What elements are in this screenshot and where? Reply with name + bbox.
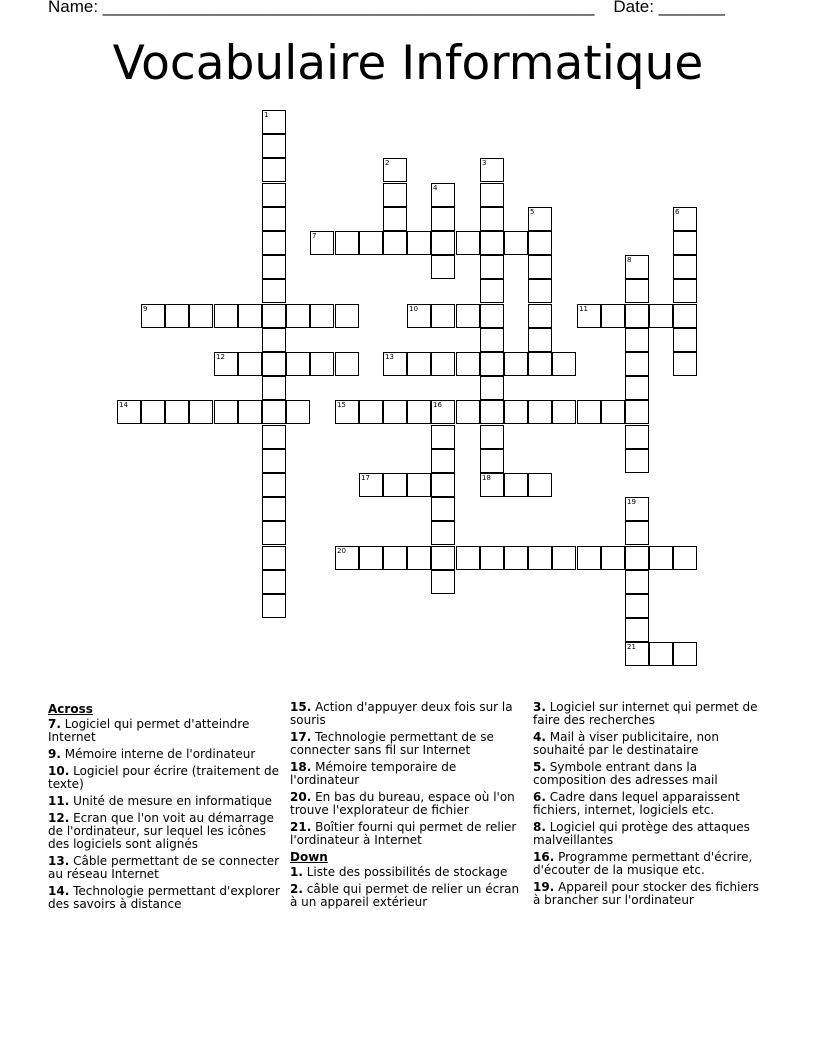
grid-cell[interactable] <box>214 352 238 376</box>
grid-cell[interactable] <box>407 473 431 497</box>
grid-cell[interactable] <box>431 546 455 570</box>
clue-across-7 <box>48 718 280 744</box>
grid-cell[interactable] <box>335 400 359 424</box>
grid-cell[interactable] <box>286 400 310 424</box>
clue-across-18 <box>290 761 522 787</box>
clue-text: Mail à viser publicitaire, non souhaité par le destinataire <box>533 730 719 757</box>
grid-cell[interactable] <box>625 279 649 303</box>
clue-number: 17. <box>290 730 312 744</box>
clue-number: 14. <box>48 884 70 898</box>
clue-text: Technologie permettant d'explorer des savoirs à distance <box>48 884 280 911</box>
clue-across-11 <box>48 795 280 808</box>
clue-number-label: 9 <box>143 305 148 313</box>
grid-cell[interactable] <box>456 400 480 424</box>
grid-cell[interactable] <box>262 255 286 279</box>
clue-number: 3. <box>533 700 546 714</box>
clue-down-1 <box>290 866 522 879</box>
grid-cell[interactable] <box>262 231 286 255</box>
grid-cell[interactable] <box>431 304 455 328</box>
clue-down-19 <box>533 881 765 907</box>
clue-text: Ecran que l'on voit au démarrage de l'ordinateur, sur lequel les icônes des logiciels sont alignés <box>48 811 274 851</box>
clue-text: câble qui permet de relier un écran à un appareil extérieur <box>290 882 520 909</box>
grid-cell[interactable] <box>552 352 576 376</box>
grid-cell[interactable] <box>528 207 552 231</box>
grid-cell[interactable] <box>238 304 262 328</box>
grid-cell[interactable] <box>625 546 649 570</box>
clue-number-label: 14 <box>119 401 128 409</box>
grid-cell[interactable] <box>262 521 286 545</box>
clue-text: Cadre dans lequel apparaissent fichiers, internet, logiciels etc. <box>533 790 740 817</box>
clue-across-17 <box>290 731 522 757</box>
grid-cell[interactable] <box>504 231 528 255</box>
grid-cell[interactable] <box>262 352 286 376</box>
grid-cell[interactable] <box>407 304 431 328</box>
clue-down-3 <box>533 701 765 727</box>
clue-number: 15. <box>290 700 312 714</box>
grid-cell[interactable] <box>335 231 359 255</box>
clue-number-label: 15 <box>337 401 346 409</box>
clue-down-5 <box>533 761 765 787</box>
grid-cell[interactable] <box>262 400 286 424</box>
grid-cell[interactable] <box>456 352 480 376</box>
grid-cell[interactable] <box>480 158 504 182</box>
grid-cell[interactable] <box>310 231 334 255</box>
clue-down-4 <box>533 731 765 757</box>
grid-cell[interactable] <box>480 449 504 473</box>
grid-cell[interactable] <box>286 304 310 328</box>
grid-cell[interactable] <box>480 304 504 328</box>
clue-text: Logiciel qui protège des attaques malveillantes <box>533 820 750 847</box>
grid-cell[interactable] <box>625 425 649 449</box>
grid-cell[interactable] <box>431 425 455 449</box>
clue-text: Logiciel qui permet d'atteindre Internet <box>48 717 250 744</box>
grid-cell[interactable] <box>359 231 383 255</box>
grid-cell[interactable] <box>262 183 286 207</box>
grid-cell[interactable] <box>431 497 455 521</box>
grid-cell[interactable] <box>552 400 576 424</box>
grid-cell[interactable] <box>431 570 455 594</box>
grid-cell[interactable] <box>383 546 407 570</box>
grid-cell[interactable] <box>625 449 649 473</box>
clue-text: En bas du bureau, espace où l'on trouve l'explorateur de fichier <box>290 790 515 817</box>
grid-cell[interactable] <box>262 449 286 473</box>
clues-column-3 <box>533 701 765 911</box>
clue-text: Câble permettant de se connecter au réseau Internet <box>48 854 280 881</box>
grid-cell[interactable] <box>673 328 697 352</box>
grid-cell[interactable] <box>625 497 649 521</box>
clue-number-label: 4 <box>433 184 438 192</box>
clue-number: 9. <box>48 747 61 761</box>
grid-cell[interactable] <box>431 183 455 207</box>
grid-cell[interactable] <box>286 352 310 376</box>
grid-cell[interactable] <box>238 400 262 424</box>
grid-cell[interactable] <box>625 400 649 424</box>
grid-cell[interactable] <box>673 255 697 279</box>
grid-cell[interactable] <box>310 304 334 328</box>
grid-cell[interactable] <box>214 400 238 424</box>
grid-cell[interactable] <box>141 400 165 424</box>
grid-cell[interactable] <box>480 255 504 279</box>
grid-cell[interactable] <box>431 231 455 255</box>
clue-across-13 <box>48 855 280 881</box>
grid-cell[interactable] <box>262 425 286 449</box>
clue-number-label: 19 <box>627 498 636 506</box>
grid-cell[interactable] <box>577 546 601 570</box>
grid-cell[interactable] <box>625 376 649 400</box>
clue-across-14 <box>48 885 280 911</box>
clue-down-2 <box>290 883 522 909</box>
clue-text: Action d'appuyer deux fois sur la souris <box>290 700 513 727</box>
clue-number: 4. <box>533 730 546 744</box>
clue-number-label: 16 <box>433 401 442 409</box>
grid-cell[interactable] <box>480 279 504 303</box>
grid-cell[interactable] <box>262 304 286 328</box>
grid-cell[interactable] <box>673 642 697 666</box>
clue-number: 5. <box>533 760 546 774</box>
grid-cell[interactable] <box>383 158 407 182</box>
clue-number: 19. <box>533 880 555 894</box>
grid-cell[interactable] <box>383 473 407 497</box>
grid-cell[interactable] <box>480 328 504 352</box>
grid-cell[interactable] <box>504 473 528 497</box>
grid-cell[interactable] <box>480 400 504 424</box>
grid-cell[interactable] <box>262 158 286 182</box>
clue-number: 16. <box>533 850 555 864</box>
clue-number-label: 21 <box>627 643 636 651</box>
grid-cell[interactable] <box>649 642 673 666</box>
grid-cell[interactable] <box>262 279 286 303</box>
clue-text: Symbole entrant dans la composition des adresses mail <box>533 760 718 787</box>
clue-across-21 <box>290 821 522 847</box>
grid-cell[interactable] <box>189 400 213 424</box>
grid-cell[interactable] <box>480 207 504 231</box>
grid-cell[interactable] <box>625 570 649 594</box>
grid-cell[interactable] <box>407 352 431 376</box>
grid-cell[interactable] <box>262 570 286 594</box>
grid-cell[interactable] <box>480 546 504 570</box>
date-blank[interactable]: _______ <box>658 0 725 16</box>
clue-number: 10. <box>48 764 70 778</box>
clue-number: 20. <box>290 790 312 804</box>
clue-down-16 <box>533 851 765 877</box>
grid-cell[interactable] <box>480 352 504 376</box>
grid-cell[interactable] <box>625 618 649 642</box>
grid-cell[interactable] <box>262 207 286 231</box>
clue-number: 18. <box>290 760 312 774</box>
grid-cell[interactable] <box>528 352 552 376</box>
clue-number-label: 11 <box>579 305 588 313</box>
clue-number: 8. <box>533 820 546 834</box>
grid-cell[interactable] <box>407 546 431 570</box>
grid-cell[interactable] <box>673 546 697 570</box>
clue-number: 12. <box>48 811 70 825</box>
grid-cell[interactable] <box>528 328 552 352</box>
clue-text: Technologie permettant de se connecter sans fil sur Internet <box>290 730 494 757</box>
grid-cell[interactable] <box>189 304 213 328</box>
grid-cell[interactable] <box>383 207 407 231</box>
clue-across-20 <box>290 791 522 817</box>
grid-cell[interactable] <box>431 521 455 545</box>
clue-text: Unité de mesure en informatique <box>73 794 273 808</box>
grid-cell[interactable] <box>238 352 262 376</box>
grid-cell[interactable] <box>528 231 552 255</box>
clue-number-label: 8 <box>627 256 632 264</box>
grid-cell[interactable] <box>480 473 504 497</box>
clue-across-15 <box>290 701 522 727</box>
grid-cell[interactable] <box>359 546 383 570</box>
clue-number-label: 1 <box>264 111 269 119</box>
clue-text: Logiciel pour écrire (traitement de texte) <box>48 764 280 791</box>
grid-cell[interactable] <box>528 546 552 570</box>
clue-number: 11. <box>48 794 70 808</box>
grid-cell[interactable] <box>262 497 286 521</box>
page-title: Vocabulaire Informatique <box>112 36 704 91</box>
grid-cell[interactable] <box>528 304 552 328</box>
grid-cell[interactable] <box>456 231 480 255</box>
grid-cell[interactable] <box>673 279 697 303</box>
clue-across-9 <box>48 748 280 761</box>
clue-text: Appareil pour stocker des fichiers à brancher sur l'ordinateur <box>533 880 760 907</box>
clue-number-label: 3 <box>482 159 487 167</box>
clue-number-label: 20 <box>337 547 346 555</box>
grid-cell[interactable] <box>383 183 407 207</box>
grid-cell[interactable] <box>431 449 455 473</box>
grid-cell[interactable] <box>649 546 673 570</box>
name-blank[interactable]: ____________________________________________________ <box>102 0 595 16</box>
clue-down-6 <box>533 791 765 817</box>
grid-cell[interactable] <box>214 304 238 328</box>
grid-cell[interactable] <box>431 255 455 279</box>
clue-number: 6. <box>533 790 546 804</box>
clue-text: Programme permettant d'écrire, d'écouter de la musique etc. <box>533 850 753 877</box>
grid-cell[interactable] <box>262 594 286 618</box>
grid-cell[interactable] <box>504 400 528 424</box>
grid-cell[interactable] <box>577 400 601 424</box>
clues-column-2 <box>290 701 522 913</box>
grid-cell[interactable] <box>673 352 697 376</box>
grid-cell[interactable] <box>262 110 286 134</box>
grid-cell[interactable] <box>625 521 649 545</box>
clue-number-label: 2 <box>385 159 390 167</box>
clue-down-8 <box>533 821 765 847</box>
grid-cell[interactable] <box>165 400 189 424</box>
grid-cell[interactable] <box>625 352 649 376</box>
clue-number: 2. <box>290 882 303 896</box>
clue-text: Boîtier fourni qui permet de relier l'ordinateur à Internet <box>290 820 517 847</box>
grid-cell[interactable] <box>504 352 528 376</box>
clue-number-label: 13 <box>385 353 394 361</box>
clue-number-label: 6 <box>675 208 680 216</box>
clue-text: Mémoire temporaire de l'ordinateur <box>290 760 457 787</box>
grid-cell[interactable] <box>431 400 455 424</box>
grid-cell[interactable] <box>407 231 431 255</box>
grid-cell[interactable] <box>262 376 286 400</box>
grid-cell[interactable] <box>601 400 625 424</box>
clue-number: 7. <box>48 717 61 731</box>
grid-cell[interactable] <box>625 255 649 279</box>
down-heading: Down <box>290 850 328 864</box>
grid-cell[interactable] <box>528 400 552 424</box>
grid-cell[interactable] <box>359 400 383 424</box>
grid-cell[interactable] <box>262 134 286 158</box>
grid-cell[interactable] <box>480 183 504 207</box>
grid-cell[interactable] <box>383 400 407 424</box>
grid-cell[interactable] <box>431 473 455 497</box>
grid-cell[interactable] <box>456 304 480 328</box>
clue-number-label: 5 <box>530 208 535 216</box>
grid-cell[interactable] <box>407 400 431 424</box>
name-label: Name: <box>48 0 103 16</box>
grid-cell[interactable] <box>625 642 649 666</box>
grid-cell[interactable] <box>359 473 383 497</box>
grid-cell[interactable] <box>552 546 576 570</box>
clue-text: Liste des possibilités de stockage <box>306 865 508 879</box>
grid-cell[interactable] <box>456 546 480 570</box>
grid-cell[interactable] <box>480 425 504 449</box>
clue-across-10 <box>48 765 280 791</box>
grid-cell[interactable] <box>383 352 407 376</box>
clue-number: 1. <box>290 865 303 879</box>
clue-number-label: 18 <box>482 474 491 482</box>
grid-cell[interactable] <box>262 473 286 497</box>
grid-cell[interactable] <box>262 328 286 352</box>
clue-text: Logiciel sur internet qui permet de faire des recherches <box>533 700 758 727</box>
date-label: Date: <box>613 0 659 16</box>
grid-cell[interactable] <box>601 304 625 328</box>
grid-cell[interactable] <box>480 376 504 400</box>
clue-number-label: 10 <box>409 305 418 313</box>
grid-cell[interactable] <box>117 400 141 424</box>
grid-cell[interactable] <box>528 279 552 303</box>
grid-cell[interactable] <box>625 328 649 352</box>
grid-cell[interactable] <box>262 546 286 570</box>
clues-column-1 <box>48 701 280 915</box>
grid-cell[interactable] <box>480 231 504 255</box>
grid-cell[interactable] <box>601 546 625 570</box>
grid-cell[interactable] <box>504 546 528 570</box>
grid-cell[interactable] <box>165 304 189 328</box>
clue-text: Mémoire interne de l'ordinateur <box>64 747 256 761</box>
grid-cell[interactable] <box>383 231 407 255</box>
grid-cell[interactable] <box>673 231 697 255</box>
clue-number: 13. <box>48 854 70 868</box>
grid-cell[interactable] <box>649 304 673 328</box>
grid-cell[interactable] <box>335 304 359 328</box>
grid-cell[interactable] <box>335 546 359 570</box>
grid-cell[interactable] <box>431 207 455 231</box>
across-heading: Across <box>48 702 93 716</box>
grid-cell[interactable] <box>310 352 334 376</box>
grid-cell[interactable] <box>528 473 552 497</box>
clue-number-label: 7 <box>312 232 317 240</box>
grid-cell[interactable] <box>673 304 697 328</box>
grid-cell[interactable] <box>625 594 649 618</box>
clue-number-label: 12 <box>216 353 225 361</box>
grid-cell[interactable] <box>431 352 455 376</box>
grid-cell[interactable] <box>673 207 697 231</box>
grid-cell[interactable] <box>625 304 649 328</box>
grid-cell[interactable] <box>141 304 165 328</box>
grid-cell[interactable] <box>335 352 359 376</box>
clue-number: 21. <box>290 820 312 834</box>
grid-cell[interactable] <box>528 255 552 279</box>
clue-across-12 <box>48 812 280 851</box>
clue-number-label: 17 <box>361 474 370 482</box>
grid-cell[interactable] <box>577 304 601 328</box>
